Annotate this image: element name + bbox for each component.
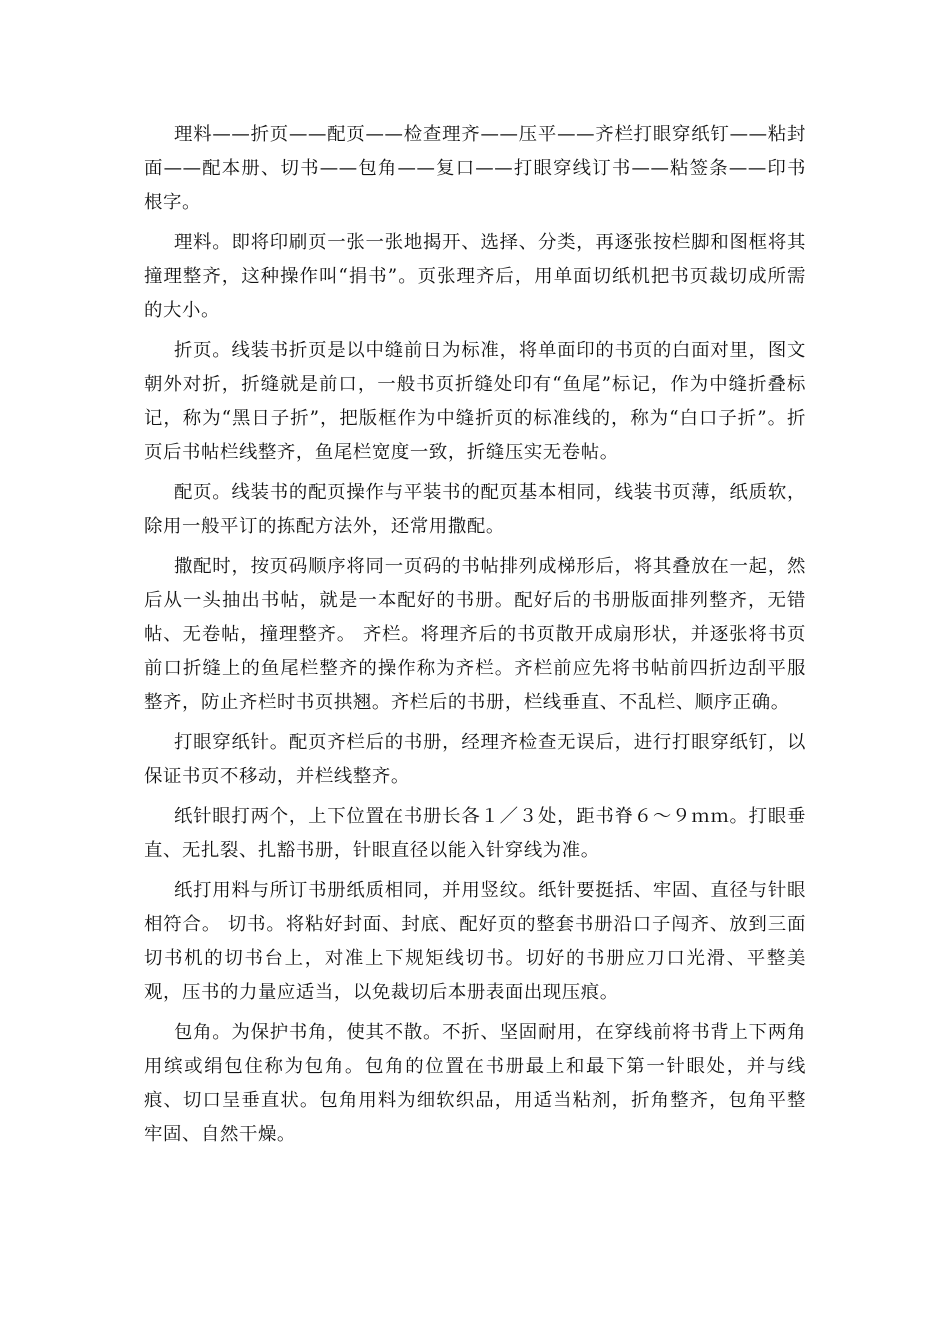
paragraph-hole-spec: 纸针眼打两个，上下位置在书册长各１／３处，距书脊６～９ｍｍ。打眼垂直、无扎裂、扎豁书册，针眼直径以能入针穿线为准。 bbox=[144, 806, 806, 861]
document-body bbox=[144, 118, 806, 1158]
paragraph-folding: 折页。线装书折页是以中缝前日为标准，将单面印的书页的白面对里，图文朝外对折，折缝就是前口，一般书页折缝处印有“鱼尾”标记，作为中缝折叠标记，称为“黑日子折”，把版框作为中缝折页的标准线的，称为“白口子折”。折页后书帖栏线整齐，鱼尾栏宽度一致，折缝压实无卷帖。 bbox=[144, 340, 806, 463]
paragraph-scatter-collating: 撒配时，按页码顺序将同一页码的书帖排列成梯形后，将其叠放在一起，然后从一头抽出书帖，就是一本配好的书册。配好后的书册版面排列整齐，无错帖、无卷帖，撞理整齐。 齐栏。将理齐后的书页散开成扇形状，并逐张将书页前口折缝上的鱼尾栏整齐的操作称为齐栏。齐栏前应先将书帖前四折边刮平服整齐，防止齐栏时书页拱翘。齐栏后的书册，栏线垂直、不乱栏、顺序正确。 bbox=[144, 556, 806, 713]
paragraph-process-overview: 理料——折页——配页——检查理齐——压平——齐栏打眼穿纸钉——粘封面——配本册、切书——包角——复口——打眼穿线订书——粘签条——印书根字。 bbox=[144, 124, 806, 213]
paragraph-corner-wrapping: 包角。为保护书角，使其不散。不折、坚固耐用，在穿线前将书背上下两角用缤或绢包住称为包角。包角的位置在书册最上和最下第一针眼处，并与线痕、切口呈垂直状。包角用料为细软织品，用适当粘剂，折角整齐，包角平整牢固、自然干燥。 bbox=[144, 1022, 806, 1145]
paragraph-paper-pin-and-cutting: 纸打用料与所订书册纸质相同，并用竖纹。纸针要挺括、牢固、直径与针眼相符合。 切书。将粘好封面、封底、配好页的整套书册沿口子闯齐、放到三面切书机的切书台上，对准上下规矩线切书。切好的书册应刀口光滑、平整美观，压书的力量应适当，以免裁切后本册表面出现压痕。 bbox=[144, 880, 806, 1003]
paragraph-sorting: 理料。即将印刷页一张一张地揭开、选择、分类，再逐张按栏脚和图框将其撞理整齐，这种操作叫“捐书”。页张理齐后，用单面切纸机把书页裁切成所需的大小。 bbox=[144, 232, 806, 321]
paragraph-collating: 配页。线装书的配页操作与平装书的配页基本相同，线装书页薄，纸质软，除用一般平订的拣配方法外，还常用撒配。 bbox=[144, 482, 806, 537]
paragraph-punching: 打眼穿纸针。配页齐栏后的书册，经理齐检查无误后，进行打眼穿纸钉，以保证书页不移动，并栏线整齐。 bbox=[144, 732, 806, 787]
